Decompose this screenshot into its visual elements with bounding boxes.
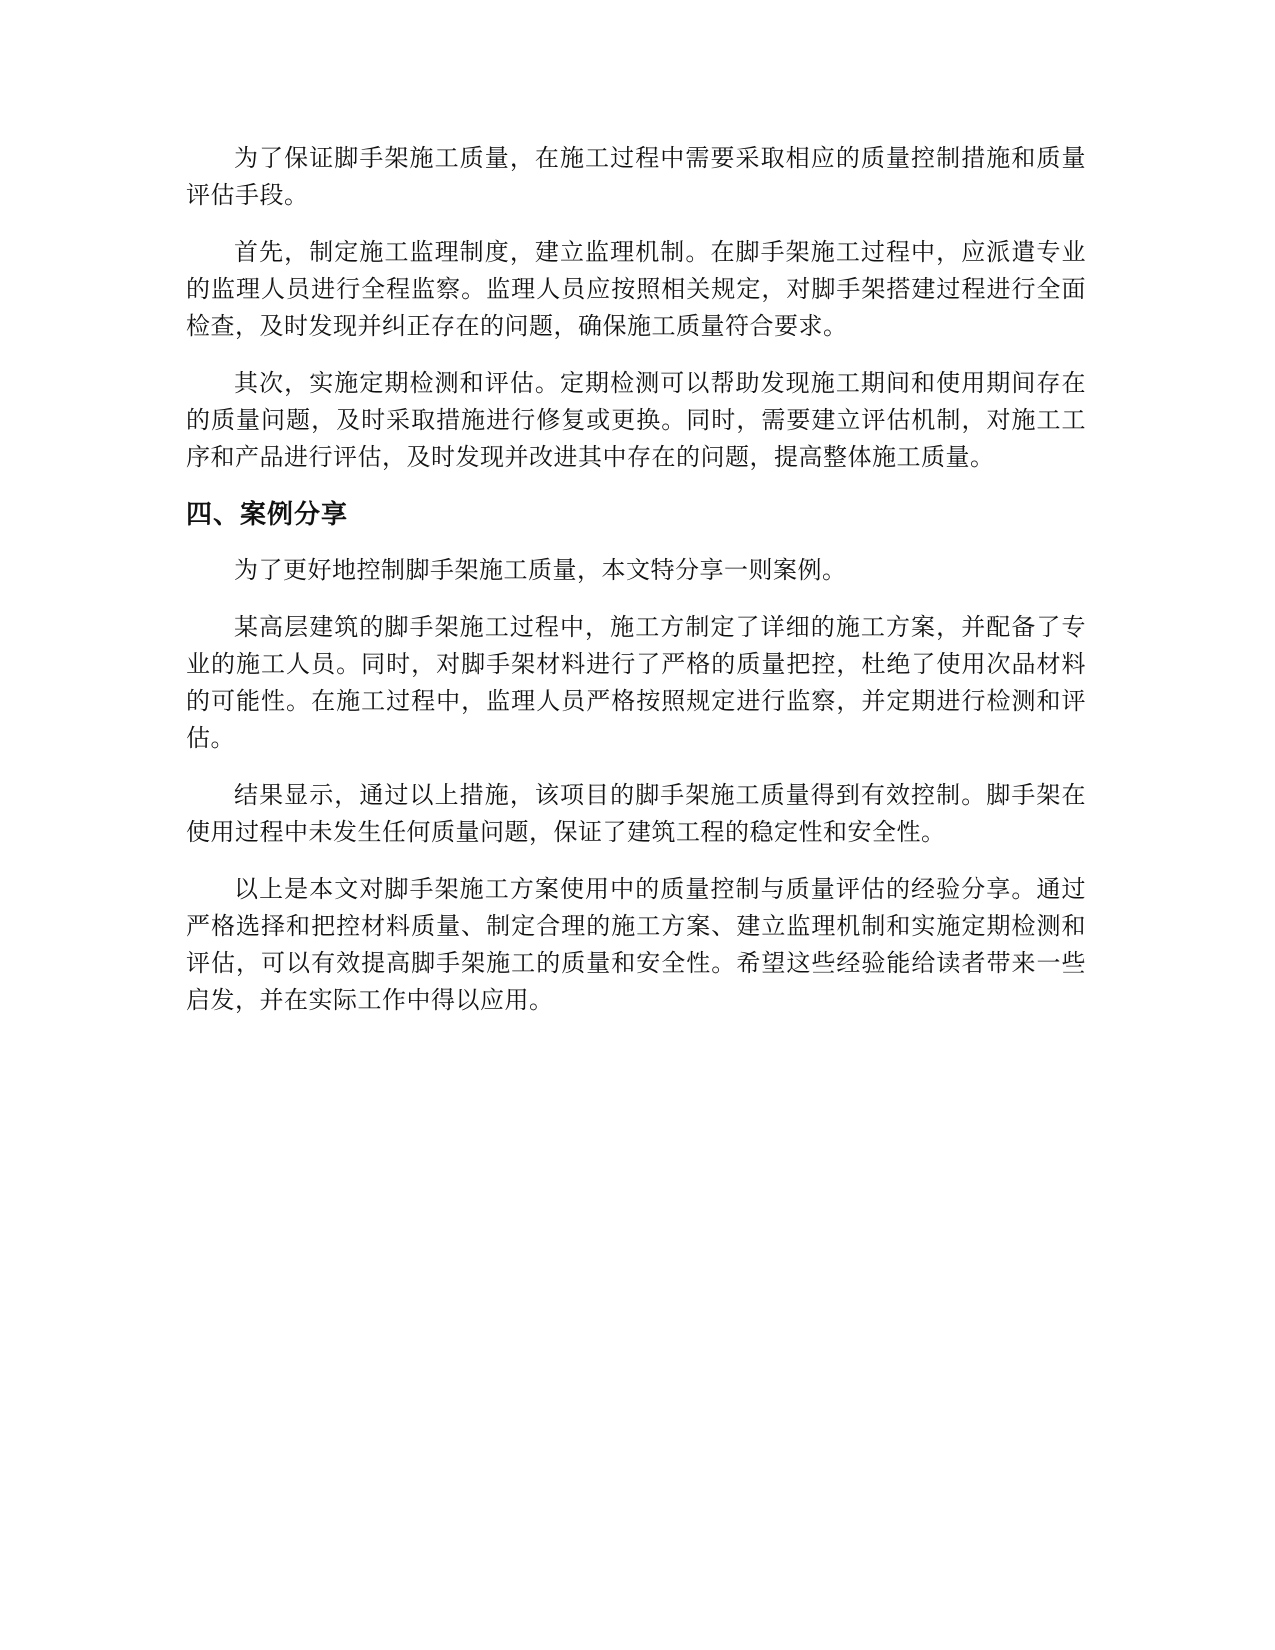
- paragraph-case-description: 某高层建筑的脚手架施工过程中，施工方制定了详细的施工方案，并配备了专业的施工人员。同时，对脚手架材料进行了严格的质量把控，杜绝了使用次品材料的可能性。在施工过程中，监理人员严格按照规定进行监察，并定期进行检测和评估。: [186, 613, 1086, 752]
- paragraph-conclusion: 以上是本文对脚手架施工方案使用中的质量控制与质量评估的经验分享。通过严格选择和把控材料质量、制定合理的施工方案、建立监理机制和实施定期检测和评估，可以有效提高脚手架施工的质量和安全性。希望这些经验能给读者带来一些启发，并在实际工作中得以应用。: [186, 875, 1086, 1014]
- paragraph-case-intro: 为了更好地控制脚手架施工质量，本文特分享一则案例。: [234, 556, 847, 584]
- paragraph-supervision: 首先，制定施工监理制度，建立监理机制。在脚手架施工过程中，应派遣专业的监理人员进行全程监察。监理人员应按照相关规定，对脚手架搭建过程进行全面检查，及时发现并纠正存在的问题，确保施工质量符合要求。: [186, 238, 1086, 340]
- paragraph-quality-control-intro: 为了保证脚手架施工质量，在施工过程中需要采取相应的质量控制措施和质量评估手段。: [186, 144, 1086, 209]
- paragraph-inspection-evaluation: 其次，实施定期检测和评估。定期检测可以帮助发现施工期间和使用期间存在的质量问题，及时采取措施进行修复或更换。同时，需要建立评估机制，对施工工序和产品进行评估，及时发现并改进其中存在的问题，提高整体施工质量。: [186, 369, 1086, 471]
- section-heading-case-study: 四、案例分享: [186, 500, 349, 530]
- paragraph-case-result: 结果显示，通过以上措施，该项目的脚手架施工质量得到有效控制。脚手架在使用过程中未发生任何质量问题，保证了建筑工程的稳定性和安全性。: [186, 781, 1086, 846]
- document-body: [186, 140, 1086, 1039]
